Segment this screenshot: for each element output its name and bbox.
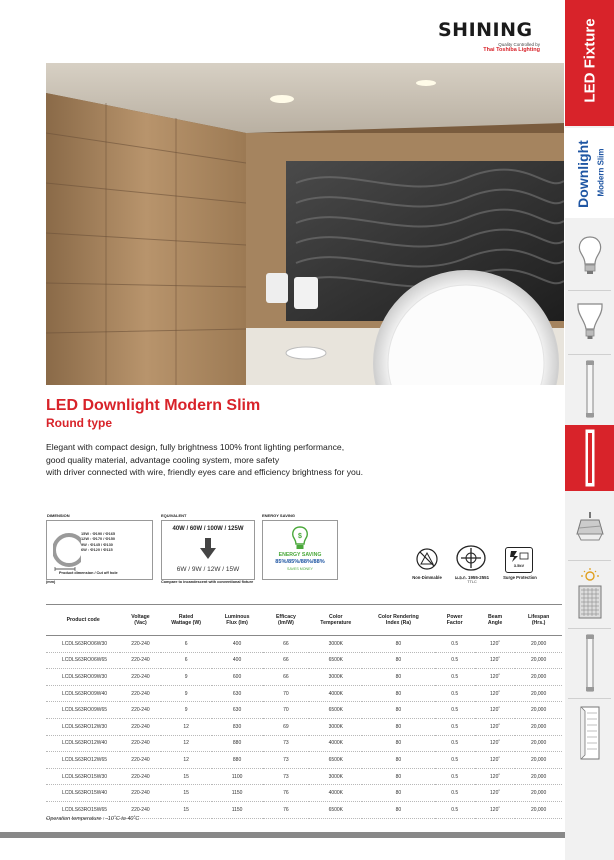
table-row	[46, 735, 562, 752]
cell-efficacy: 70	[263, 702, 310, 719]
cell-wattage: 15	[161, 768, 212, 785]
cell-power-factor: 0.5	[435, 669, 475, 686]
cell-beam-angle: 120˚	[475, 735, 515, 752]
dimension-row: 9W : Φ145 / Φ130	[81, 541, 113, 547]
cell-efficacy: 66	[263, 669, 310, 686]
arrow-down-icon	[200, 538, 216, 560]
product-spec-table	[46, 604, 562, 819]
cell-efficacy: 73	[263, 735, 310, 752]
cell-lifespan: 20,000	[515, 785, 562, 802]
cell-luminous-flux: 630	[212, 685, 263, 702]
footer-bar	[0, 832, 565, 838]
cell-luminous-flux: 400	[212, 652, 263, 669]
cell-color-temperature: 3000K	[309, 669, 362, 686]
cell-wattage: 9	[161, 685, 212, 702]
cell-product-code: LCDLS63RO15W65	[46, 801, 120, 818]
cell-color-temperature: 3000K	[309, 636, 362, 653]
energy-saving-percent: 85%/85%/88%/88%	[275, 559, 325, 565]
cell-beam-angle: 120˚	[475, 785, 515, 802]
dimension-row: 6W : Φ120 / Φ115	[81, 546, 113, 552]
cell-efficacy: 76	[263, 785, 310, 802]
equivalent-box	[161, 520, 255, 580]
tis-sub: TTLC	[467, 580, 477, 584]
cell-luminous-flux: 400	[212, 636, 263, 653]
cell-luminous-flux: 1150	[212, 785, 263, 802]
tis-number: ม.อ.ก. 1955-2551	[454, 575, 490, 580]
highbay-icon[interactable]	[565, 500, 614, 556]
table-row	[46, 702, 562, 719]
cell-color-temperature: 6500K	[309, 652, 362, 669]
table-row	[46, 752, 562, 769]
col-header-color-temperature: Color Temperature	[309, 605, 362, 636]
dimension-diagram-icon	[53, 529, 81, 571]
cell-luminous-flux: 630	[212, 702, 263, 719]
table-row	[46, 652, 562, 669]
cell-beam-angle: 120˚	[475, 702, 515, 719]
brand-company: Thai Toshiba Lighting	[483, 47, 540, 53]
cell-wattage: 12	[161, 718, 212, 735]
cell-color-temperature: 4000K	[309, 685, 362, 702]
cell-wattage: 9	[161, 702, 212, 719]
col-header-efficacy: Efficacy (lm/W)	[263, 605, 310, 636]
cell-voltage: 220-240	[120, 785, 160, 802]
description-line: Elegant with compact design, fully brightness 100% front lighting performance,	[46, 442, 345, 452]
col-header-luminous-flux: Luminous Flux (lm)	[212, 605, 263, 636]
table-row	[46, 685, 562, 702]
col-header-cri: Color Rendering Index (Ra)	[362, 605, 434, 636]
cell-luminous-flux: 1100	[212, 768, 263, 785]
cell-voltage: 220-240	[120, 652, 160, 669]
table-body	[46, 636, 562, 819]
cell-luminous-flux: 1150	[212, 801, 263, 818]
energy-saving-box	[262, 520, 338, 580]
cell-color-temperature: 3000K	[309, 768, 362, 785]
product-photo	[46, 63, 564, 385]
tube-icon[interactable]	[565, 356, 614, 422]
product-description	[46, 441, 386, 479]
cell-power-factor: 0.5	[435, 636, 475, 653]
cell-wattage: 15	[161, 801, 212, 818]
non-dimmable-icon	[416, 548, 438, 570]
cell-efficacy: 66	[263, 636, 310, 653]
cell-lifespan: 20,000	[515, 735, 562, 752]
cell-power-factor: 0.5	[435, 801, 475, 818]
description-line: good quality material, advantage cooling system, more safety	[46, 454, 280, 465]
cell-power-factor: 0.5	[435, 752, 475, 769]
non-dimmable-label: Non-Dimmable	[412, 575, 442, 580]
cell-beam-angle: 120˚	[475, 652, 515, 669]
lightning-icon	[508, 550, 530, 562]
cell-efficacy: 66	[263, 652, 310, 669]
brand-tagline: Quality Controlled by	[498, 42, 540, 47]
cell-lifespan: 20,000	[515, 752, 562, 769]
col-header-beam-angle: Beam Angle	[475, 605, 515, 636]
energy-bulb-icon	[291, 526, 309, 550]
cell-power-factor: 0.5	[435, 685, 475, 702]
cell-cri: 80	[362, 801, 434, 818]
cell-lifespan: 20,000	[515, 718, 562, 735]
cell-wattage: 12	[161, 735, 212, 752]
brand-logo	[438, 20, 546, 64]
reflector-bulb-icon[interactable]	[565, 292, 614, 352]
svg-text:$: $	[298, 533, 302, 540]
tube-batten-icon[interactable]	[565, 630, 614, 696]
cell-cri: 80	[362, 752, 434, 769]
cell-efficacy: 73	[263, 768, 310, 785]
cell-efficacy: 69	[263, 718, 310, 735]
bulb-icon[interactable]	[565, 226, 614, 288]
cell-wattage: 9	[161, 669, 212, 686]
cell-product-code: LCDLS63RO15W40	[46, 785, 120, 802]
cell-cri: 80	[362, 685, 434, 702]
cell-power-factor: 0.5	[435, 785, 475, 802]
dimension-unit: (mm)	[46, 580, 56, 584]
cell-lifespan: 20,000	[515, 702, 562, 719]
table-row	[46, 636, 562, 653]
cell-voltage: 220-240	[120, 685, 160, 702]
emergency-light-icon[interactable]	[565, 700, 614, 766]
energy-saving-sub: SAVES MONEY	[287, 567, 313, 571]
dimension-caption: Product dimension / Cut off hole	[59, 571, 118, 575]
cell-product-code: LCDLS63RO09W40	[46, 685, 120, 702]
brand-name: SHINING	[438, 19, 533, 41]
col-header-wattage: Rated Wattage (W)	[161, 605, 212, 636]
equivalent-caption: Compare to incandescent with conventional fixture	[161, 580, 254, 584]
cell-efficacy: 73	[263, 752, 310, 769]
cell-lifespan: 20,000	[515, 685, 562, 702]
col-header-voltage: Voltage (Vac)	[120, 605, 160, 636]
cell-voltage: 220-240	[120, 752, 160, 769]
energy-saving-label: ENERGY SAVING	[262, 513, 295, 518]
cell-color-temperature: 4000K	[309, 735, 362, 752]
cell-product-code: LCDLS63RO12W65	[46, 752, 120, 769]
cell-cri: 80	[362, 768, 434, 785]
cell-wattage: 15	[161, 785, 212, 802]
cell-voltage: 220-240	[120, 702, 160, 719]
cell-power-factor: 0.5	[435, 652, 475, 669]
cell-color-temperature: 6500K	[309, 752, 362, 769]
cell-cri: 80	[362, 636, 434, 653]
cell-wattage: 12	[161, 752, 212, 769]
cell-efficacy: 76	[263, 801, 310, 818]
cell-color-temperature: 3000K	[309, 718, 362, 735]
col-header-product-code: Product code	[46, 605, 120, 636]
cell-voltage: 220-240	[120, 801, 160, 818]
cell-product-code: LCDLS63RO06W30	[46, 636, 120, 653]
sidebar-category-label: LED Fixture	[581, 18, 599, 103]
fixture-active-icon[interactable]	[565, 425, 614, 491]
floodlight-icon[interactable]	[565, 562, 614, 626]
surge-value: 3.5kV	[513, 563, 525, 568]
cell-product-code: LCDLS63RO06W65	[46, 652, 120, 669]
cell-cri: 80	[362, 735, 434, 752]
sidebar-section-sublabel: Modern Slim	[596, 148, 606, 197]
dimension-row: 12W : Φ170 / Φ150	[81, 536, 116, 542]
table-row	[46, 785, 562, 802]
cell-wattage: 6	[161, 652, 212, 669]
cell-luminous-flux: 830	[212, 718, 263, 735]
dimension-row: 15W : Φ190 / Φ165	[81, 531, 116, 536]
col-header-lifespan: Lifespan (Hrs.)	[515, 605, 562, 636]
surge-protection-label: Surge Protection	[503, 575, 537, 580]
cell-lifespan: 20,000	[515, 801, 562, 818]
cell-color-temperature: 6500K	[309, 801, 362, 818]
cell-lifespan: 20,000	[515, 768, 562, 785]
cell-beam-angle: 120˚	[475, 801, 515, 818]
cell-product-code: LCDLS63RO09W30	[46, 669, 120, 686]
cell-lifespan: 20,000	[515, 669, 562, 686]
cell-voltage: 220-240	[120, 669, 160, 686]
table-row	[46, 768, 562, 785]
equivalent-led: 6W / 9W / 12W / 15W	[176, 566, 240, 573]
tis-standard-icon	[456, 545, 486, 571]
cell-voltage: 220-240	[120, 735, 160, 752]
cell-product-code: LCDLS63RO15W30	[46, 768, 120, 785]
sidebar-category-tab[interactable]	[565, 0, 614, 126]
cell-luminous-flux: 600	[212, 669, 263, 686]
cell-beam-angle: 120˚	[475, 685, 515, 702]
cell-power-factor: 0.5	[435, 735, 475, 752]
product-title: LED Downlight Modern Slim	[46, 397, 261, 414]
cell-voltage: 220-240	[120, 636, 160, 653]
surge-protection-badge	[505, 547, 533, 573]
product-subtitle: Round type	[46, 416, 112, 430]
cell-efficacy: 70	[263, 685, 310, 702]
cell-color-temperature: 4000K	[309, 785, 362, 802]
cell-beam-angle: 120˚	[475, 636, 515, 653]
cell-beam-angle: 120˚	[475, 768, 515, 785]
cell-voltage: 220-240	[120, 718, 160, 735]
cell-lifespan: 20,000	[515, 636, 562, 653]
equivalent-conventional: 40W / 60W / 100W / 125W	[172, 526, 244, 532]
table-row	[46, 718, 562, 735]
cell-power-factor: 0.5	[435, 702, 475, 719]
cell-beam-angle: 120˚	[475, 752, 515, 769]
cell-cri: 80	[362, 785, 434, 802]
description-line: with driver connected with wire, friendly eyes care and efficiency brightness for you.	[46, 467, 364, 477]
cell-product-code: LCDLS63RO12W40	[46, 735, 120, 752]
cell-luminous-flux: 880	[212, 735, 263, 752]
cell-beam-angle: 120˚	[475, 669, 515, 686]
table-row	[46, 669, 562, 686]
cell-luminous-flux: 880	[212, 752, 263, 769]
cell-wattage: 6	[161, 636, 212, 653]
cell-product-code: LCDLS63RO09W65	[46, 702, 120, 719]
dimension-label: DIMENSION	[47, 513, 70, 518]
cell-cri: 80	[362, 702, 434, 719]
energy-saving-headline: ENERGY SAVING	[278, 552, 322, 558]
equivalent-label: EQUIVALENT	[161, 513, 187, 518]
cell-power-factor: 0.5	[435, 718, 475, 735]
dimension-box	[46, 520, 153, 580]
sidebar-section-tab[interactable]	[565, 128, 614, 218]
cell-product-code: LCDLS63RO12W30	[46, 718, 120, 735]
sidebar-section-label: Downlight	[575, 140, 591, 208]
cell-beam-angle: 120˚	[475, 718, 515, 735]
operation-temperature: Operation temperature : -10˚C to 40˚C	[46, 816, 140, 822]
cell-cri: 80	[362, 652, 434, 669]
cell-cri: 80	[362, 718, 434, 735]
cell-voltage: 220-240	[120, 768, 160, 785]
col-header-power-factor: Power Factor	[435, 605, 475, 636]
table-header-row	[46, 605, 562, 636]
cell-cri: 80	[362, 669, 434, 686]
cell-color-temperature: 6500K	[309, 702, 362, 719]
cell-power-factor: 0.5	[435, 768, 475, 785]
cell-lifespan: 20,000	[515, 652, 562, 669]
